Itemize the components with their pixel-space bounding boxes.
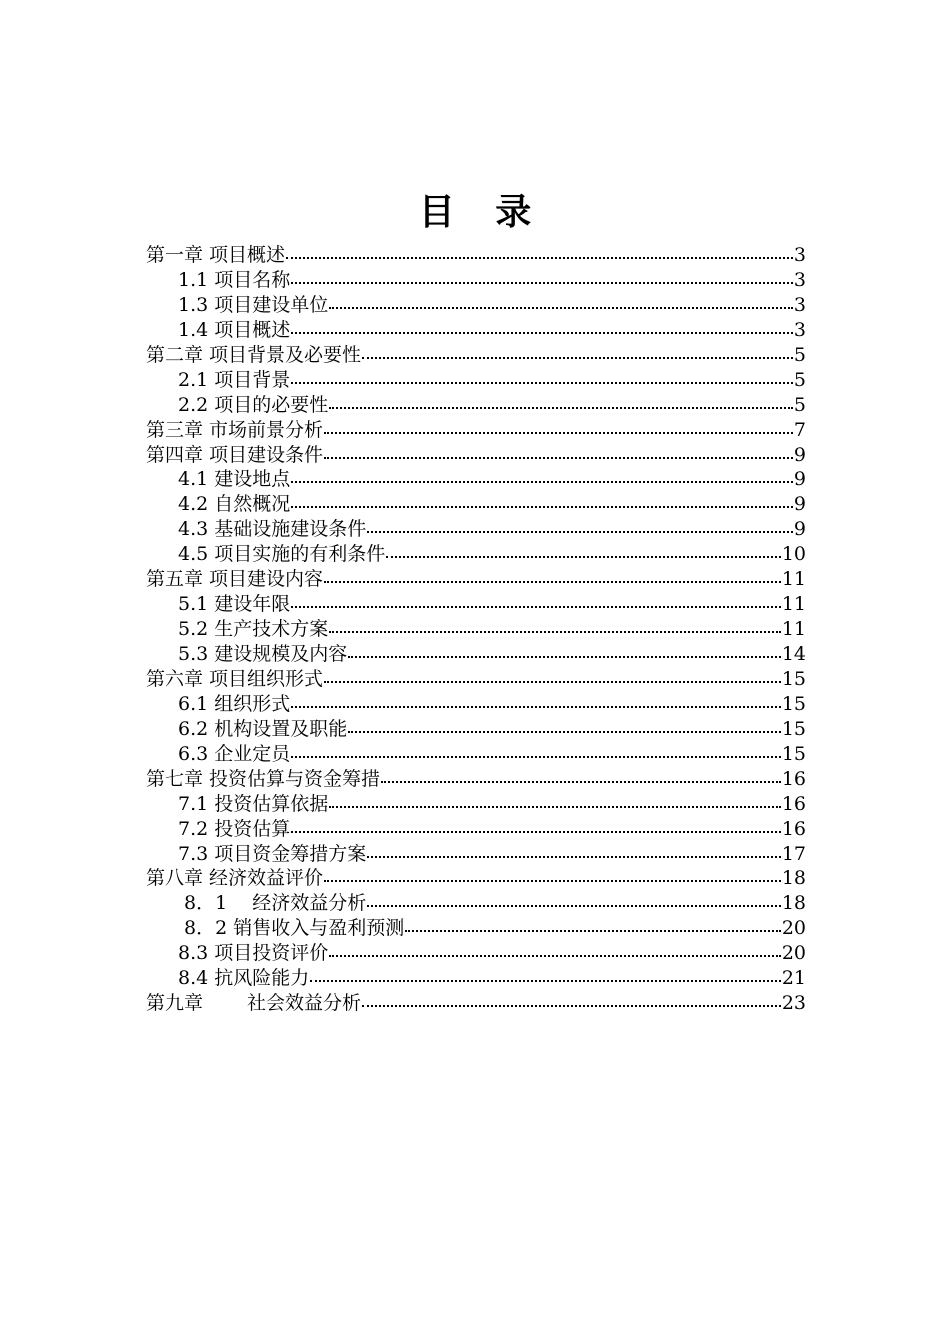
toc-page-number: 20	[781, 917, 806, 940]
toc-page-number: 23	[781, 992, 806, 1015]
toc-entry-label: 8.4 抗风险能力	[178, 967, 310, 990]
toc-section-entry[interactable]	[146, 742, 806, 767]
toc-section-entry[interactable]	[146, 642, 806, 667]
toc-page-number: 15	[781, 667, 806, 690]
toc-dot-leader	[329, 954, 781, 957]
toc-entry-label: 7.1 投资估算依据	[178, 792, 329, 815]
toc-entry-label: 1.3 项目建设单位	[178, 293, 329, 316]
page-title: 目 录	[418, 192, 546, 233]
toc-dot-leader	[348, 655, 781, 658]
toc-entry-label: 第六章 项目组织形式	[146, 667, 324, 690]
toc-page-number: 3	[793, 268, 806, 291]
toc-dot-leader	[291, 755, 781, 758]
toc-entry-label: 第八章 经济效益评价	[146, 867, 324, 890]
toc-section-entry[interactable]	[146, 792, 806, 817]
toc-section-entry[interactable]	[146, 517, 806, 542]
toc-dot-leader	[291, 830, 781, 833]
toc-dot-leader	[324, 431, 793, 434]
toc-page-number: 16	[781, 767, 806, 790]
toc-page-number: 3	[793, 318, 806, 341]
toc-page-number: 9	[793, 518, 806, 541]
toc-entry-label: 6.3 企业定员	[178, 742, 291, 765]
toc-dot-leader	[386, 555, 781, 558]
toc-entry-label: 第九章 社会效益分析	[146, 992, 362, 1015]
toc-chapter-entry[interactable]	[146, 443, 806, 468]
toc-dot-leader	[324, 680, 781, 683]
toc-page-number: 14	[781, 643, 806, 665]
toc-section-entry[interactable]	[146, 542, 806, 567]
toc-section-entry[interactable]	[146, 891, 806, 916]
toc-page-number: 3	[793, 244, 806, 266]
toc-page-number: 15	[781, 692, 806, 715]
toc-dot-leader	[362, 1004, 781, 1007]
toc-page-number: 9	[793, 468, 806, 491]
toc-section-entry[interactable]	[146, 467, 806, 492]
toc-entry-label: 第五章 项目建设内容	[146, 568, 324, 591]
toc-entry-label: 8.3 项目投资评价	[178, 942, 329, 965]
toc-chapter-entry[interactable]	[146, 567, 806, 592]
toc-dot-leader	[291, 505, 793, 508]
toc-entry-label: 6.2 机构设置及职能	[178, 717, 348, 740]
toc-section-entry[interactable]	[146, 318, 806, 343]
toc-entry-label: 5.2 生产技术方案	[178, 618, 329, 641]
toc-chapter-entry[interactable]	[146, 667, 806, 692]
toc-entry-label: 2.2 项目的必要性	[178, 393, 329, 416]
toc-page-number: 9	[793, 443, 806, 466]
toc-section-entry[interactable]	[146, 492, 806, 517]
toc-dot-leader	[329, 630, 781, 633]
toc-dot-leader	[291, 705, 781, 708]
toc-entry-label: 6.1 组织形式	[178, 692, 291, 715]
table-of-contents	[146, 243, 806, 1016]
toc-section-entry[interactable]	[146, 717, 806, 742]
toc-chapter-entry[interactable]	[146, 418, 806, 443]
toc-dot-leader	[324, 456, 793, 459]
toc-entry-label: 4.2 自然概况	[178, 493, 291, 516]
toc-dot-leader	[291, 381, 793, 384]
toc-page-number: 7	[793, 418, 806, 441]
toc-entry-label: 8．2 销售收入与盈利预测	[184, 917, 405, 940]
toc-section-entry[interactable]	[146, 268, 806, 293]
toc-entry-label: 2.1 项目背景	[178, 368, 291, 391]
toc-entry-label: 8．1 经济效益分析	[184, 892, 367, 915]
toc-dot-leader	[362, 356, 793, 359]
toc-section-entry[interactable]	[146, 966, 806, 991]
toc-page-number: 9	[793, 493, 806, 516]
toc-page-number: 5	[793, 393, 806, 416]
toc-page-number: 11	[781, 568, 806, 591]
toc-section-entry[interactable]	[146, 916, 806, 941]
toc-dot-leader	[367, 530, 793, 533]
toc-page-number: 16	[781, 792, 806, 815]
toc-page-number: 20	[781, 942, 806, 965]
toc-dot-leader	[348, 730, 781, 733]
toc-entry-label: 第四章 项目建设条件	[146, 443, 324, 466]
toc-page-number: 10	[781, 543, 806, 566]
toc-section-entry[interactable]	[146, 817, 806, 842]
toc-section-entry[interactable]	[146, 941, 806, 966]
toc-entry-label: 1.1 项目名称	[178, 268, 291, 291]
toc-page-number: 11	[781, 618, 806, 641]
toc-page-number: 11	[781, 593, 806, 616]
toc-dot-leader	[286, 256, 793, 259]
toc-page-number: 15	[781, 742, 806, 765]
toc-dot-leader	[329, 406, 793, 409]
toc-page-number: 17	[781, 842, 806, 865]
toc-entry-label: 第七章 投资估算与资金筹措	[146, 767, 381, 790]
toc-entry-label: 第一章 项目概述	[146, 244, 286, 266]
toc-section-entry[interactable]	[146, 842, 806, 867]
toc-page-number: 16	[781, 817, 806, 840]
toc-entry-label: 7.2 投资估算	[178, 817, 291, 840]
toc-section-entry[interactable]	[146, 592, 806, 617]
toc-entry-label: 4.3 基础设施建设条件	[178, 518, 367, 541]
toc-dot-leader	[405, 929, 781, 932]
toc-page-number: 21	[781, 967, 806, 990]
toc-chapter-entry[interactable]	[146, 767, 806, 792]
toc-entry-label: 第二章 项目背景及必要性	[146, 343, 362, 366]
toc-entry-label: 5.3 建设规模及内容	[178, 643, 348, 665]
toc-chapter-entry[interactable]	[146, 243, 806, 268]
toc-section-entry[interactable]	[146, 368, 806, 393]
toc-dot-leader	[291, 281, 793, 284]
toc-entry-label: 7.3 项目资金筹措方案	[178, 842, 367, 865]
toc-page-number: 5	[793, 368, 806, 391]
toc-dot-leader	[324, 879, 781, 882]
toc-section-entry[interactable]	[146, 692, 806, 717]
toc-section-entry[interactable]	[146, 617, 806, 642]
toc-page-number: 15	[781, 717, 806, 740]
toc-dot-leader	[324, 580, 781, 583]
toc-section-entry[interactable]	[146, 393, 806, 418]
toc-dot-leader	[329, 306, 793, 309]
toc-dot-leader	[291, 480, 793, 483]
toc-chapter-entry[interactable]	[146, 991, 806, 1016]
toc-dot-leader	[381, 780, 781, 783]
toc-dot-leader	[291, 605, 781, 608]
toc-dot-leader	[367, 904, 781, 907]
toc-entry-label: 5.1 建设年限	[178, 593, 291, 616]
toc-entry-label: 第三章 市场前景分析	[146, 418, 324, 441]
toc-page-number: 3	[793, 293, 806, 316]
toc-entry-label: 4.1 建设地点	[178, 468, 291, 491]
toc-dot-leader	[310, 979, 781, 982]
toc-entry-label: 4.5 项目实施的有利条件	[178, 543, 386, 566]
toc-dot-leader	[367, 855, 781, 858]
toc-dot-leader	[291, 331, 793, 334]
toc-chapter-entry[interactable]	[146, 866, 806, 891]
toc-page-number: 5	[793, 343, 806, 366]
toc-entry-label: 1.4 项目概述	[178, 318, 291, 341]
toc-page-number: 18	[781, 867, 806, 890]
toc-chapter-entry[interactable]	[146, 343, 806, 368]
toc-section-entry[interactable]	[146, 293, 806, 318]
toc-dot-leader	[329, 805, 781, 808]
toc-page-number: 18	[781, 892, 806, 915]
